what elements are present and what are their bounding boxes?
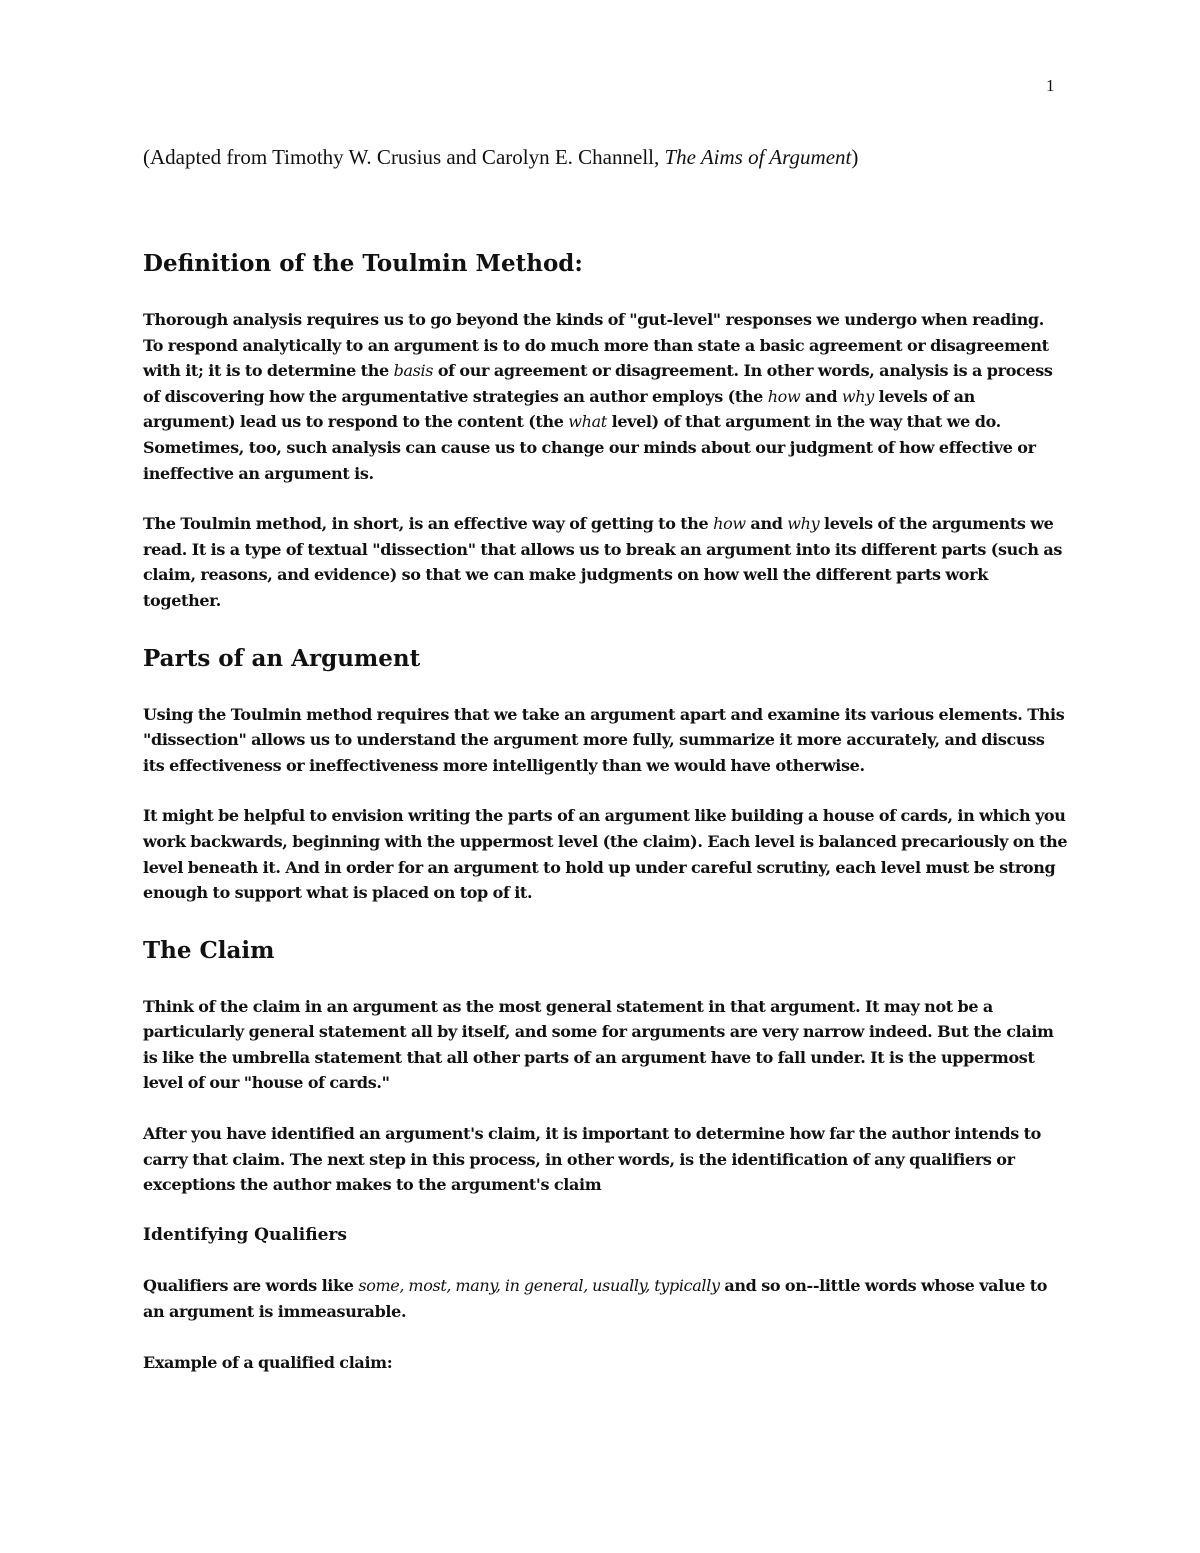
attribution-prefix: (Adapted from Timothy W. Crusius and Carolyn E. Channell, bbox=[143, 145, 665, 169]
text-run: level) of that argument in the way that we do. Sometimes, too, such analysis can cause us to change our minds about our judgment of how effective or ineffective an argument is. bbox=[143, 412, 1036, 483]
document-body bbox=[143, 249, 1068, 1375]
example-label: Example of a qualified claim: bbox=[143, 1352, 393, 1372]
heading-definition: Definition of the Toulmin Method: bbox=[143, 250, 583, 277]
heading-the-claim: The Claim bbox=[143, 936, 275, 964]
paragraph-definition-2 bbox=[143, 511, 1068, 613]
text-run: of our agreement or disagreement. In other words, analysis is a process of discovering how the argumentative strategies an author employs (the bbox=[143, 361, 1053, 406]
paragraph-definition-1 bbox=[143, 307, 1068, 486]
text-run: The Toulmin method, in short, is an effective way of getting to the bbox=[143, 514, 714, 534]
attribution-suffix: ) bbox=[851, 145, 859, 169]
text-run: Thorough analysis requires us to go beyond the kinds of "gut-level" responses we undergo when reading. To respond analytically to an argument is to do much more than state a basic agreement or disagreement with it; it is to determine the bbox=[143, 310, 1049, 381]
text-run: levels of the arguments we read. It is a type of textual "dissection" that allows us to break an argument into its different parts (such as claim, reasons, and evidence) so that we can make judgments on how well the different parts work together. bbox=[143, 514, 1063, 610]
text-run: Qualifiers are words like bbox=[143, 1276, 359, 1296]
book-title: The Aims of Argument bbox=[664, 145, 852, 169]
paragraph-claim-2: After you have identified an argument's claim, it is important to determine how far the author intends to carry that claim. The next step in this process, in other words, is the identification of any qualifiers or exceptions the author makes to the argument's claim bbox=[143, 1124, 1041, 1195]
italic-run: what bbox=[568, 412, 607, 432]
italic-run: basis bbox=[393, 361, 434, 381]
italic-run: why bbox=[841, 386, 874, 406]
text-run: levels of an argument) lead us to respond to the content (the bbox=[143, 386, 975, 432]
page-number: 1 bbox=[1046, 76, 1055, 95]
paragraph-parts-1: Using the Toulmin method requires that we take an argument apart and examine its various elements. This "dissection" allows us to understand the argument more fully, summarize it more accurately, and discuss its effectiveness or ineffectiveness more intelligently than we would have otherwise. bbox=[143, 704, 1065, 775]
heading-parts-of-argument: Parts of an Argument bbox=[143, 644, 421, 672]
text-run: and so on--little words whose value to an argument is immeasurable. bbox=[143, 1276, 1048, 1322]
text-run: and bbox=[800, 386, 842, 406]
paragraph-parts-2: It might be helpful to envision writing the parts of an argument like building a house of cards, in which you work backwards, beginning with the uppermost level (the claim). Each level is balanced precariously on the level beneath it. And in order for an argument to hold up under careful scrutiny, each level must be strong enough to support what is placed on top of it. bbox=[143, 806, 1068, 903]
italic-run: how bbox=[713, 514, 746, 534]
attribution-line bbox=[143, 144, 1083, 170]
italic-run: how bbox=[767, 386, 801, 406]
text-run: and bbox=[745, 514, 788, 534]
italic-run: why bbox=[787, 514, 820, 534]
paragraph-qualifiers bbox=[143, 1273, 1068, 1324]
paragraph-claim-1: Think of the claim in an argument as the most general statement in that argument. It may not be a particularly general statement all by itself, and some for arguments are very narrow indeed. But the claim is like the umbrella statement that all other parts of an argument have to fall under. It is the uppermost level of our "house of cards." bbox=[143, 996, 1054, 1093]
heading-identifying-qualifiers: Identifying Qualifiers bbox=[143, 1224, 347, 1245]
italic-run: some, most, many, in general, usually, typically bbox=[358, 1276, 720, 1296]
